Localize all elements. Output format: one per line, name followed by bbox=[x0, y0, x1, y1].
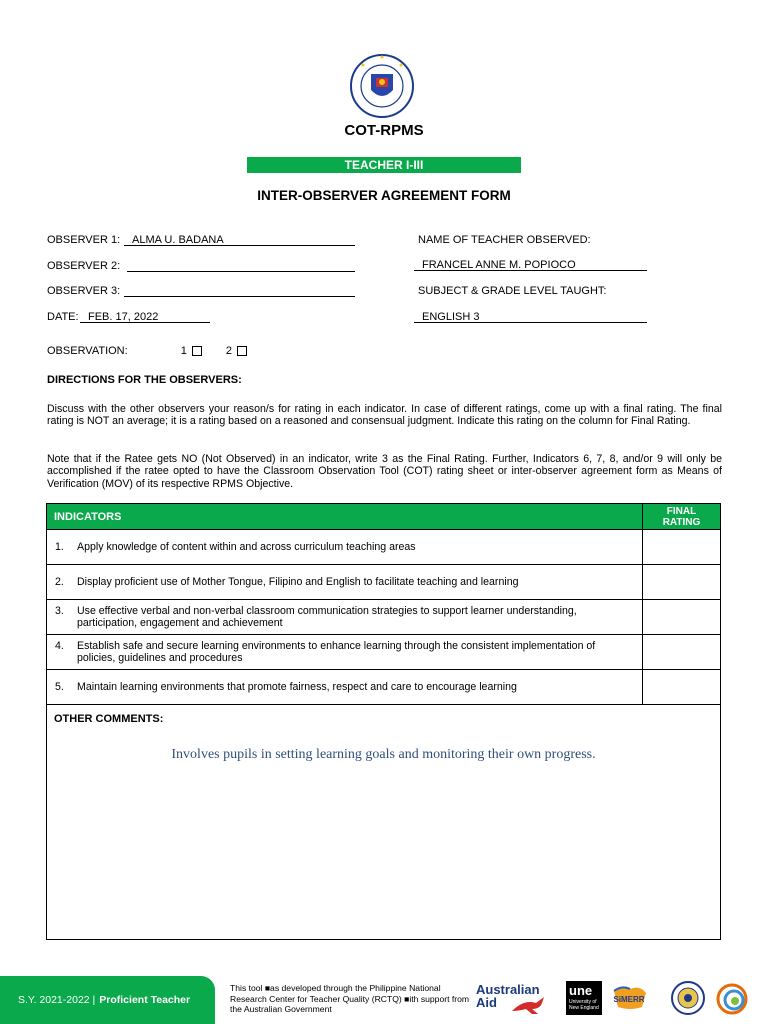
indicator-text: Establish safe and secure learning environments to enhance learning through the consistent implementation of policies, guidelines and procedures bbox=[77, 640, 596, 664]
directions-heading: DIRECTIONS FOR THE OBSERVERS: bbox=[47, 374, 242, 386]
footer-school-year: S.Y. 2021-2022 | bbox=[18, 994, 96, 1006]
final-rating-cell[interactable] bbox=[643, 565, 721, 600]
table-row bbox=[47, 530, 721, 565]
comments-heading: OTHER COMMENTS: bbox=[54, 713, 164, 725]
observer1-field[interactable]: ALMA U. BADANA bbox=[124, 234, 355, 246]
comments-text: Involves pupils in setting learning goals and monitoring their own progress. bbox=[171, 747, 596, 762]
indicator-number: 1. bbox=[55, 541, 64, 553]
rctq-logo-icon bbox=[712, 980, 752, 1016]
indicator-number: 4. bbox=[55, 640, 64, 652]
final-rating-cell[interactable] bbox=[643, 530, 721, 565]
indicator-text: Display proficient use of Mother Tongue, Filipino and English to facilitate teaching and learning bbox=[77, 576, 519, 588]
indicator-text: Use effective verbal and non-verbal classroom communication strategies to support learner understanding, participation, engagement and achievement bbox=[77, 605, 577, 629]
table-row bbox=[47, 670, 721, 705]
footer-level-pill bbox=[0, 976, 215, 1024]
deped-seal-icon bbox=[342, 52, 422, 120]
directions-paragraph-1: Discuss with the other observers your reason/s for rating in each indicator. In case of different ratings, come up with a final rating. The final rating is NOT an average; it is a rating based on a reasoned and consensual judgment. Indicate this rating on the column for Final Rating. bbox=[47, 403, 722, 428]
footer-teacher-level: Proficient Teacher bbox=[99, 994, 191, 1006]
directions-paragraph-2: Note that if the Ratee gets NO (Not Observed) in an indicator, write 3 as the Final Rating. Further, Indicators 6, 7, 8, and/or 9 will only be accomplished if the ratee opted to have the Classroom Observation Tool (COT) rating sheet or inter-observer agreement form as Means of Verification (MOV) of its respective RPMS Objective. bbox=[47, 453, 722, 490]
final-rating-cell[interactable] bbox=[643, 600, 721, 635]
indicator-number: 2. bbox=[55, 576, 64, 588]
final-rating-cell[interactable] bbox=[643, 670, 721, 705]
teacher-level-bar: TEACHER I-III bbox=[247, 157, 521, 173]
date-label: DATE: bbox=[47, 311, 79, 323]
australian-aid-logo bbox=[474, 981, 554, 1015]
comments-box[interactable] bbox=[46, 701, 721, 940]
teacher-field[interactable]: FRANCEL ANNE M. POPIOCO bbox=[414, 259, 647, 271]
date-field[interactable]: FEB. 17, 2022 bbox=[80, 311, 210, 323]
table-row bbox=[47, 600, 721, 635]
observer2-field[interactable] bbox=[127, 260, 355, 272]
une-logo bbox=[566, 981, 602, 1015]
observation-option-1-label: 1 bbox=[180, 345, 187, 357]
indicator-text: Maintain learning environments that promote fairness, respect and care to encourage learning bbox=[77, 681, 517, 693]
indicator-text: Apply knowledge of content within and across curriculum teaching areas bbox=[77, 541, 416, 553]
indicators-table bbox=[46, 503, 721, 705]
observation-label: OBSERVATION: bbox=[47, 345, 128, 357]
observer2-label: OBSERVER 2: bbox=[47, 260, 121, 272]
indicators-header: INDICATORS bbox=[47, 504, 643, 530]
institution-seal-icon bbox=[670, 980, 706, 1016]
kangaroo-icon bbox=[510, 995, 550, 1015]
table-row bbox=[47, 565, 721, 600]
subject-label: SUBJECT & GRADE LEVEL TAUGHT: bbox=[418, 285, 607, 297]
observer3-field[interactable] bbox=[124, 285, 355, 297]
observation-option-2-label: 2 bbox=[225, 345, 232, 357]
une-logo-subtext: University of New England bbox=[569, 999, 599, 1011]
teacher-label: NAME OF TEACHER OBSERVED: bbox=[418, 234, 591, 246]
final-rating-cell[interactable] bbox=[643, 635, 721, 670]
page-title: COT-RPMS bbox=[344, 122, 424, 139]
subject-field[interactable]: ENGLISH 3 bbox=[414, 311, 647, 323]
observation-checkbox-2[interactable] bbox=[237, 346, 247, 356]
table-row bbox=[47, 635, 721, 670]
observation-checkbox-1[interactable] bbox=[192, 346, 202, 356]
observation-row bbox=[47, 345, 247, 357]
indicator-number: 5. bbox=[55, 681, 64, 693]
smerr-logo-text: SiMERR bbox=[613, 995, 645, 1004]
observer1-label: OBSERVER 1: bbox=[47, 234, 121, 246]
une-logo-text: une bbox=[569, 983, 593, 998]
form-subtitle: INTER-OBSERVER AGREEMENT FORM bbox=[257, 188, 511, 203]
indicator-number: 3. bbox=[55, 605, 64, 617]
aus-line2: Aid bbox=[476, 995, 497, 1010]
aus-line1: Australian bbox=[476, 982, 540, 997]
footer-note: This tool ■as developed through the Philippine National Research Center for Teacher Quality (RCTQ) ■ith support from the Australian Government bbox=[230, 983, 470, 1014]
final-rating-header: FINAL RATING bbox=[643, 504, 721, 530]
smerr-logo bbox=[608, 983, 650, 1013]
observer3-label: OBSERVER 3: bbox=[47, 285, 121, 297]
